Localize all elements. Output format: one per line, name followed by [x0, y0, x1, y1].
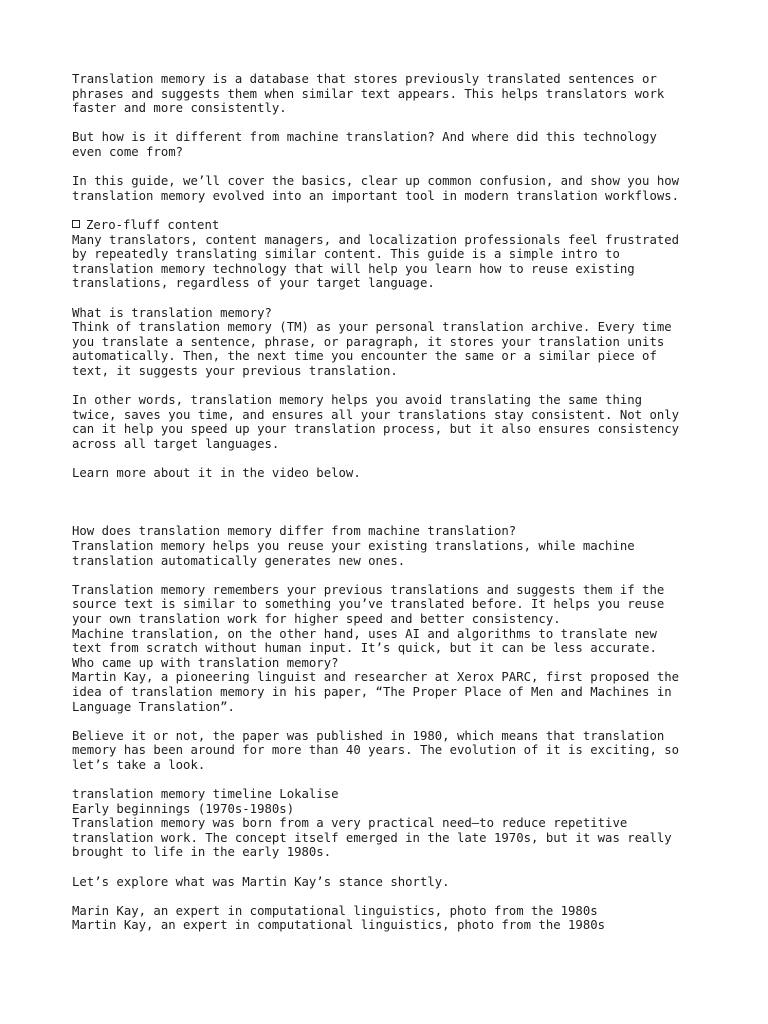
text-line: Translation memory helps you reuse your existing translations, while machine — [72, 539, 635, 553]
text-line: Many translators, content managers, and localization professionals feel frustrated — [72, 232, 680, 247]
text-line: Learn more about it in the video below. — [72, 466, 361, 481]
text-line: translation memory technology that will help you learn how to reuse existing — [72, 261, 635, 276]
text-line: Translation memory is a database that stores previously translated sentences or — [72, 72, 657, 86]
paragraph — [72, 466, 712, 481]
text-line: twice, saves you time, and ensures all your translations stay consistent. Not only — [72, 407, 680, 422]
document-body — [72, 72, 712, 948]
paragraph — [72, 72, 712, 116]
paragraph — [72, 174, 712, 203]
text-line: phrases and suggests them when similar text appears. This helps translators work — [72, 86, 665, 101]
text-line: But how is it different from machine translation? And where did this technology — [72, 130, 657, 145]
paragraph — [72, 787, 712, 860]
text-line: Let’s explore what was Martin Kay’s stance shortly. — [72, 874, 450, 889]
text-line: In other words, translation memory helps you avoid translating the same thing — [72, 393, 643, 408]
checkbox-glyph-icon — [72, 220, 80, 228]
paragraph — [72, 306, 712, 379]
paragraph — [72, 729, 712, 773]
text-line: Machine translation, on the other hand, uses AI and algorithms to translate new — [72, 626, 657, 641]
text-line: translation work. The concept itself emerged in the late 1970s, but it was really — [72, 830, 672, 845]
text-line: Translation memory remembers your previous translations and suggests them if the — [72, 582, 665, 597]
text-line: Martin Kay, a pioneering linguist and researcher at Xerox PARC, first proposed the — [72, 670, 680, 685]
text-line: memory has been around for more than 40 years. The evolution of it is exciting, so — [72, 743, 680, 758]
text-line: even come from? — [72, 144, 184, 159]
text-line: Zero-fluff content — [86, 217, 220, 232]
text-line: Think of translation memory (TM) as your personal translation archive. Every time — [72, 320, 672, 335]
text-line: automatically. Then, the next time you encounter the same or a similar piece of — [72, 349, 657, 364]
text-line: across all target languages. — [72, 436, 280, 451]
text-line: your own translation work for higher speed and better consistency. — [72, 611, 561, 626]
paragraph — [72, 524, 712, 568]
paragraph — [72, 904, 712, 933]
paragraph — [72, 218, 712, 291]
text-line: Translation memory was born from a very practical need–to reduce repetitive — [72, 816, 628, 831]
text-line: can it help you speed up your translation process, but it also ensures consistency — [72, 422, 680, 437]
text-line: In this guide, we’ll cover the basics, clear up common confusion, and show you how — [72, 174, 680, 189]
text-line: How does translation memory differ from machine translation? — [72, 524, 517, 539]
text-line: translations, regardless of your target language. — [72, 276, 435, 291]
text-line: Who came up with translation memory? — [72, 655, 339, 670]
text-line: Language Translation”. — [72, 699, 235, 714]
paragraph — [72, 393, 712, 451]
text-line: translation automatically generates new ones. — [72, 553, 406, 568]
text-line: let’s take a look. — [72, 757, 206, 772]
paragraph — [72, 583, 712, 714]
text-line: Early beginnings (1970s-1980s) — [72, 801, 295, 816]
text-line: by repeatedly translating similar content. This guide is a simple intro to — [72, 247, 620, 262]
text-line: translation memory timeline Lokalise — [72, 787, 339, 802]
text-line: faster and more consistently. — [72, 101, 287, 116]
text-line: What is translation memory? — [72, 305, 272, 320]
text-line: Marin Kay, an expert in computational linguistics, photo from the 1980s — [72, 903, 598, 918]
text-line: translation memory evolved into an important tool in modern translation workflows. — [72, 188, 680, 203]
text-line: text, it suggests your previous translation. — [72, 363, 398, 378]
paragraph — [72, 495, 712, 510]
text-line — [72, 495, 712, 510]
text-line: Martin Kay, an expert in computational linguistics, photo from the 1980s — [72, 918, 606, 933]
text-line: you translate a sentence, phrase, or paragraph, it stores your translation units — [72, 334, 665, 349]
text-line: Believe it or not, the paper was published in 1980, which means that translation — [72, 728, 665, 743]
text-line: idea of translation memory in his paper, “The Proper Place of Men and Machines in — [72, 684, 672, 699]
text-line: text from scratch without human input. It’s quick, but it can be less accurate. — [72, 641, 657, 656]
text-line: source text is similar to something you’ve translated before. It helps you reuse — [72, 597, 665, 612]
paragraph — [72, 130, 712, 159]
text-line: brought to life in the early 1980s. — [72, 845, 332, 860]
paragraph — [72, 875, 712, 890]
